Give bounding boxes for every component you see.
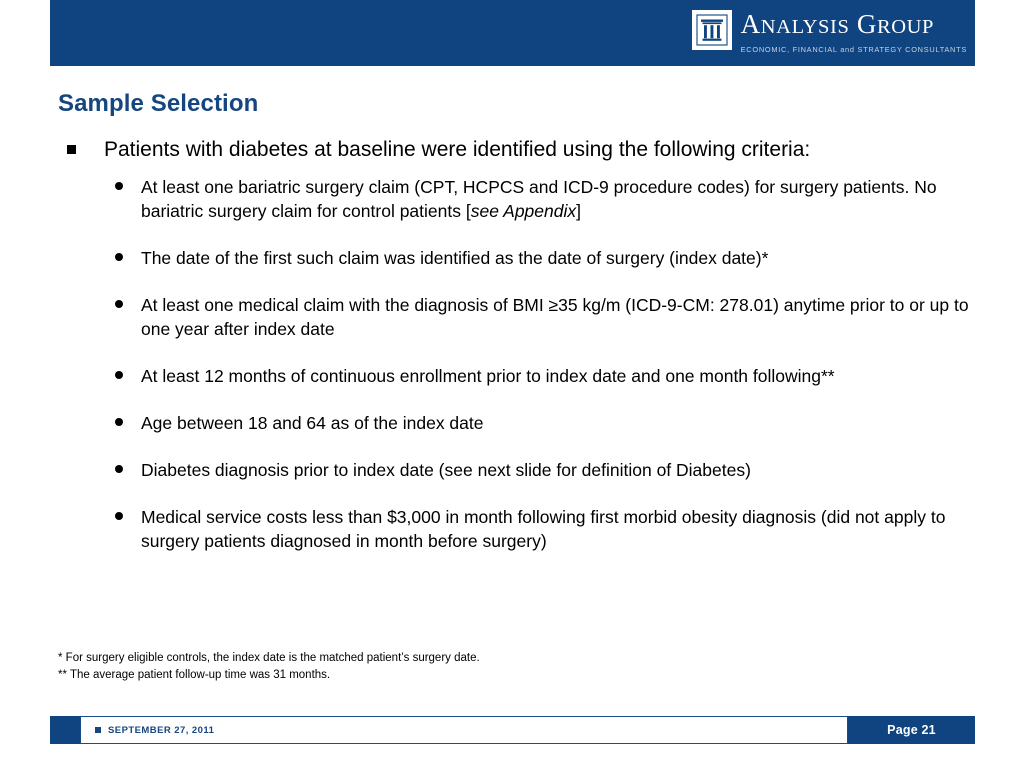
- page-title: Sample Selection: [58, 90, 259, 117]
- logo-company-name: [741, 11, 967, 41]
- company-logo: [692, 10, 967, 56]
- square-bullet-icon: [95, 727, 101, 733]
- slide-footer: [50, 716, 975, 744]
- list-item: [58, 411, 988, 435]
- list-item-text: The date of the first such claim was identified as the date of surgery (index date)*: [141, 248, 769, 268]
- dot-bullet-icon: [115, 182, 123, 190]
- list-item: [58, 246, 988, 270]
- criteria-list: [58, 175, 988, 553]
- list-item: [58, 505, 988, 553]
- logo-name-g: G: [856, 9, 877, 39]
- logo-name-nalysis: NALYSIS: [760, 16, 850, 38]
- dot-bullet-icon: [115, 371, 123, 379]
- footer-accent-block: [50, 716, 80, 744]
- list-item-text: At least one medical claim with the diagnosis of BMI ≥35 kg/m (ICD-9-CM: 278.01) anytime prior to or up to one year after index date: [141, 295, 969, 339]
- logo-name-roup: ROUP: [876, 16, 935, 38]
- list-item-text: Age between 18 and 64 as of the index date: [141, 413, 484, 433]
- page-number-text: Page 21: [887, 723, 936, 737]
- page-number-box: [848, 716, 975, 744]
- dot-bullet-icon: [115, 253, 123, 261]
- footer-date-box: [80, 716, 848, 744]
- list-item-text: Medical service costs less than $3,000 in month following first morbid obesity diagnosis (did not apply to surgery patients diagnosed in month before surgery): [141, 507, 946, 551]
- list-item-italic: see Appendix: [470, 201, 577, 221]
- footer-date-text: SEPTEMBER 27, 2011: [108, 724, 215, 736]
- slide-header-bar: [50, 0, 975, 66]
- logo-tagline: ECONOMIC, FINANCIAL and STRATEGY CONSULTANTS: [740, 45, 967, 54]
- list-item-text-tail: ]: [576, 201, 581, 221]
- footnote-single-asterisk: * For surgery eligible controls, the index date is the matched patient’s surgery date.: [58, 652, 480, 664]
- classical-column-icon: [692, 10, 732, 50]
- footnotes: [58, 650, 480, 684]
- dot-bullet-icon: [115, 465, 123, 473]
- dot-bullet-icon: [115, 300, 123, 308]
- list-item-text: At least one bariatric surgery claim (CPT, HCPCS and ICD-9 procedure codes) for surgery patients. No bariatric surgery claim for control patients [: [141, 177, 937, 221]
- list-item: [58, 364, 988, 388]
- slide-content: [58, 136, 988, 553]
- lead-bullet-item: [58, 136, 988, 163]
- logo-name-a: A: [740, 9, 761, 39]
- logo-wordmark: [741, 10, 967, 55]
- list-item-text: At least 12 months of continuous enrollment prior to index date and one month following**: [141, 366, 835, 386]
- list-item: [58, 458, 988, 482]
- dot-bullet-icon: [115, 512, 123, 520]
- lead-bullet-text: Patients with diabetes at baseline were identified using the following criteria:: [104, 138, 811, 161]
- dot-bullet-icon: [115, 418, 123, 426]
- list-item: [58, 293, 988, 341]
- square-bullet-icon: [67, 145, 76, 154]
- footnote-double-asterisk: ** The average patient follow-up time was 31 months.: [58, 669, 331, 681]
- list-item-text: Diabetes diagnosis prior to index date (see next slide for definition of Diabetes): [141, 460, 751, 480]
- list-item: [58, 175, 988, 223]
